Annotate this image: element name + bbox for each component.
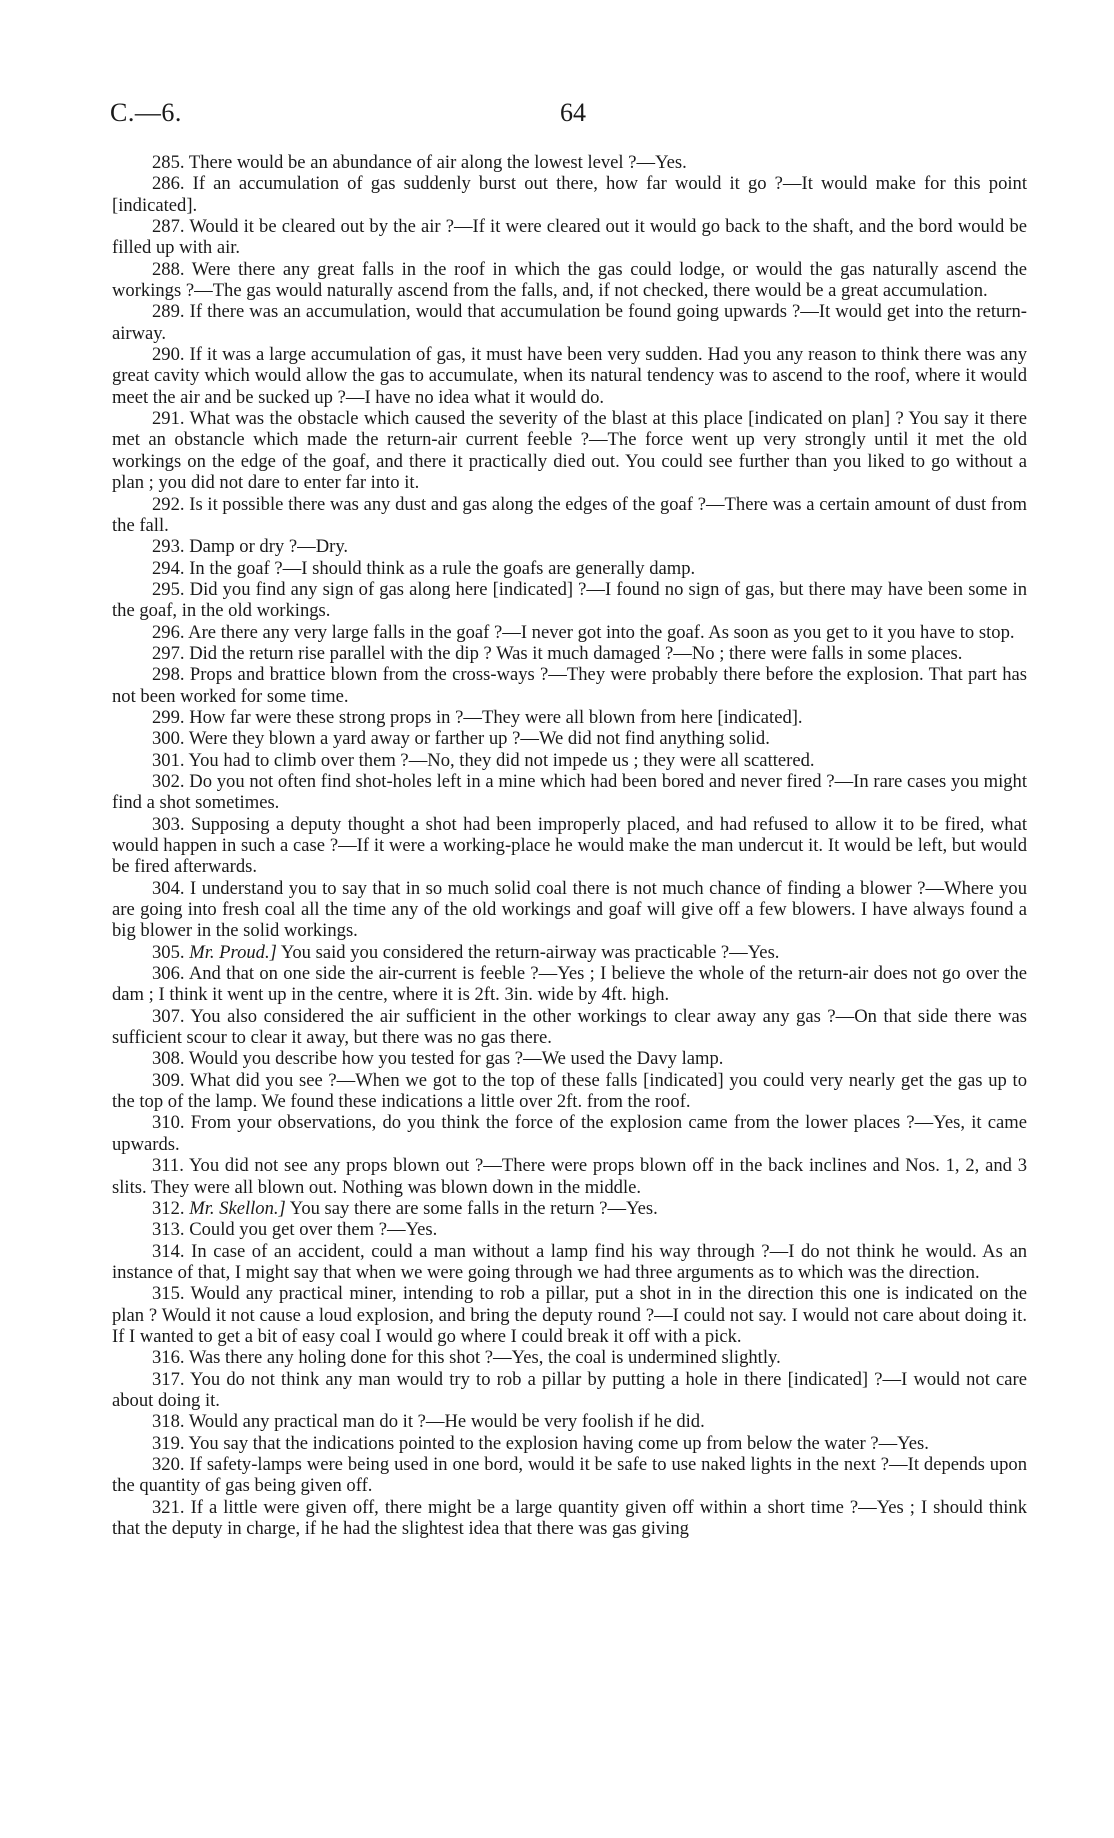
testimony-entry xyxy=(112,942,1027,963)
question-number: 300. xyxy=(152,728,185,750)
question-number: 321. xyxy=(152,1496,185,1518)
testimony-entry xyxy=(112,1112,1027,1155)
testimony-entry xyxy=(112,1006,1027,1049)
question-answer-text: Could you get over them ?—Yes. xyxy=(189,1219,438,1241)
examiner-name: Mr. Proud.] xyxy=(189,941,277,963)
question-answer-text: From your observations, do you think the force of the explosion came from the lower places ?—Yes, it came upwards. xyxy=(112,1112,1027,1155)
question-number: 289. xyxy=(152,301,185,323)
question-number: 292. xyxy=(152,493,185,515)
question-answer-text: Would any practical man do it ?—He would be very foolish if he did. xyxy=(188,1411,705,1433)
question-answer-text: What did you see ?—When we got to the top of these falls [indicated] you could very nearly get the gas up to the top of the lamp. We found these indications a little over 2ft. from the roof. xyxy=(112,1069,1028,1113)
question-number: 310. xyxy=(152,1112,185,1134)
question-number: 308. xyxy=(152,1048,185,1070)
page-number: 64 xyxy=(560,98,586,127)
question-answer-text: You say there are some falls in the return ?—Yes. xyxy=(289,1197,658,1219)
question-answer-text: And that on one side the air-current is feeble ?—Yes ; I believe the whole of the return-air does not go over the dam ; I think it went up in the centre, where it is 2ft. 3in. wide by 4ft. high. xyxy=(112,963,1027,1006)
testimony-entry xyxy=(112,173,1027,216)
question-answer-text: How far were these strong props in ?—They were all blown from here [indicated]. xyxy=(189,706,803,728)
question-number: 295. xyxy=(152,578,185,600)
question-number: 304. xyxy=(152,877,185,899)
question-number: 306. xyxy=(152,963,185,985)
question-answer-text: Do you not often find shot-holes left in a mine which had been bored and never fired ?—In rare cases you might find a shot sometimes. xyxy=(112,770,1027,814)
question-number: 288. xyxy=(152,258,185,280)
testimony-entry xyxy=(112,1283,1027,1347)
testimony-entry xyxy=(112,1454,1027,1497)
question-number: 303. xyxy=(152,813,185,835)
testimony-entry xyxy=(112,536,1027,557)
testimony-entry xyxy=(112,1048,1027,1069)
question-number: 314. xyxy=(152,1240,185,1262)
question-answer-text: If an accumulation of gas suddenly burst out there, how far would it go ?—It would make for this point [indicated]. xyxy=(112,173,1027,216)
examiner-name: Mr. Skellon.] xyxy=(189,1197,286,1219)
question-answer-text: What was the obstacle which caused the severity of the blast at this place [indicated on plan] ? You say it there met an obstancle which made the return-air current feeble ?—The force went up very strongly until it met the old workings on the edge of the goaf, and there it practically died out. You could see further than you liked to go without a plan ; you did not dare to enter far into it. xyxy=(112,408,1027,494)
question-number: 290. xyxy=(152,344,185,366)
question-answer-text: Would any practical miner, intending to rob a pillar, put a shot in in the direction this one is indicated on the plan ? Would it not cause a loud explosion, and bring the deputy round ?—I could not say. I would not care about doing it. If I wanted to get a bit of easy coal I would go where I could break it off with a pick. xyxy=(112,1283,1027,1347)
testimony-entry xyxy=(112,558,1027,579)
testimony-entry xyxy=(112,494,1027,537)
question-answer-text: If a little were given off, there might be a large quantity given off within a short time ?—Yes ; I should think that the deputy in charge, if he had the slightest idea that there was gas giving xyxy=(112,1496,1027,1539)
question-answer-text: Props and brattice blown from the cross-ways ?—They were probably there before the explosion. That part has not been worked for some time. xyxy=(112,664,1027,707)
question-number: 307. xyxy=(152,1005,185,1027)
question-answer-text: You say that the indications pointed to the explosion having come up from below the water ?—Yes. xyxy=(188,1432,929,1454)
question-answer-text: Was there any holing done for this shot ?—Yes, the coal is undermined slightly. xyxy=(188,1347,781,1369)
question-answer-text: Were they blown a yard away or farther up ?—We did not find anything solid. xyxy=(188,728,770,750)
question-number: 312. xyxy=(152,1197,185,1219)
testimony-entry xyxy=(112,152,1027,173)
question-answer-text: You also considered the air sufficient in the other workings to clear away any gas ?—On that side there was sufficient scour to clear it away, but there was no gas there. xyxy=(112,1005,1027,1049)
question-number: 318. xyxy=(152,1411,185,1433)
question-number: 302. xyxy=(152,770,185,792)
question-answer-text: In case of an accident, could a man without a lamp find his way through ?—I do not think he would. As an instance of that, I might say that when we were going through we had three arguments as to which was the direction. xyxy=(112,1240,1027,1283)
testimony-entry xyxy=(112,1369,1027,1412)
question-number: 291. xyxy=(152,408,185,430)
testimony-entry xyxy=(112,1219,1027,1240)
testimony-entry xyxy=(112,216,1027,259)
question-number: 311. xyxy=(152,1155,184,1177)
testimony-entry xyxy=(112,408,1027,493)
question-number: 309. xyxy=(152,1069,185,1091)
testimony-entry xyxy=(112,1433,1027,1454)
testimony-entry xyxy=(112,1347,1027,1368)
question-answer-text: Did the return rise parallel with the dip ? Was it much damaged ?—No ; there were falls in some places. xyxy=(189,642,963,664)
question-number: 285. xyxy=(152,152,185,173)
testimony-entry xyxy=(112,1070,1027,1113)
testimony-entry xyxy=(112,643,1027,664)
testimony-entry xyxy=(112,301,1027,344)
question-answer-text: I understand you to say that in so much solid coal there is not much chance of finding a blower ?—Where you are going into fresh coal all the time any of the old workings and goaf will give off a few blowers. I have always found a big blower in the solid workings. xyxy=(112,877,1027,942)
question-number: 298. xyxy=(152,664,185,686)
testimony-entry xyxy=(112,878,1027,942)
document-reference: C.—6. xyxy=(110,98,182,127)
testimony-entry xyxy=(112,814,1027,878)
question-number: 299. xyxy=(152,706,185,728)
testimony-entry xyxy=(112,750,1027,771)
question-number: 320. xyxy=(152,1453,185,1475)
testimony-entry xyxy=(112,622,1027,643)
question-answer-text: There would be an abundance of air along the lowest level ?—Yes. xyxy=(188,152,687,173)
question-answer-text: Did you find any sign of gas along here [indicated] ?—I found no sign of gas, but there may have been some in the goaf, in the old workings. xyxy=(112,578,1027,622)
testimony-entry xyxy=(112,1155,1027,1198)
question-answer-text: Were there any great falls in the roof in which the gas could lodge, or would the gas naturally ascend the workings ?—The gas would naturally ascend from the falls, and, if not checked, there would be a great accumulation. xyxy=(112,258,1027,302)
question-answer-text: Is it possible there was any dust and gas along the edges of the goaf ?—There was a certain amount of dust from the fall. xyxy=(112,493,1027,536)
question-number: 293. xyxy=(152,536,185,558)
question-answer-text: You do not think any man would try to rob a pillar by putting a hole in there [indicated] ?—I would not care about doing it. xyxy=(112,1368,1028,1411)
testimony-entry xyxy=(112,579,1027,622)
question-answer-text: Are there any very large falls in the goaf ?—I never got into the goaf. As soon as you get to it you have to stop. xyxy=(188,621,1015,643)
question-answer-text: Damp or dry ?—Dry. xyxy=(189,536,349,558)
question-answer-text: In the goaf ?—I should think as a rule the goafs are generally damp. xyxy=(189,557,696,579)
question-number: 297. xyxy=(152,642,185,664)
question-number: 313. xyxy=(152,1219,185,1241)
testimony-entry xyxy=(112,1411,1027,1432)
question-answer-text: Supposing a deputy thought a shot had been improperly placed, and had refused to allow it to be fired, what would happen in such a case ?—If it were a working-place he would make the man undercut it. It would be left, but would be fired afterwards. xyxy=(112,813,1028,878)
question-answer-text: If safety-lamps were being used in one bord, would it be safe to use naked lights in the next ?—It depends upon the quantity of gas being given off. xyxy=(112,1453,1027,1497)
question-number: 316. xyxy=(152,1347,185,1369)
question-number: 296. xyxy=(152,621,185,643)
testimony-entry xyxy=(112,259,1027,302)
question-answer-text: If there was an accumulation, would that accumulation be found going upwards ?—It would get into the return-airway. xyxy=(112,301,1027,344)
question-number: 319. xyxy=(152,1432,185,1454)
question-number: 301. xyxy=(152,749,185,771)
question-answer-text: Would it be cleared out by the air ?—If it were cleared out it would go back to the shaft, and the bord would be filled up with air. xyxy=(112,216,1027,259)
testimony-body xyxy=(112,152,1027,1539)
testimony-entry xyxy=(112,664,1027,707)
question-answer-text: You had to climb over them ?—No, they did not impede us ; they were all scattered. xyxy=(188,749,815,771)
question-answer-text: You said you considered the return-airway was practicable ?—Yes. xyxy=(280,941,780,963)
testimony-entry xyxy=(112,963,1027,1006)
testimony-entry xyxy=(112,1241,1027,1284)
testimony-entry xyxy=(112,1497,1027,1540)
question-number: 315. xyxy=(152,1283,185,1305)
question-answer-text: If it was a large accumulation of gas, it must have been very sudden. Had you any reason to think there was any great cavity which would allow the gas to accumulate, when its natural tendency was to ascend to the roof, where it would meet the air and be sucked up ?—I have no idea what it would do. xyxy=(112,344,1027,408)
testimony-entry xyxy=(112,1198,1027,1219)
question-number: 286. xyxy=(152,173,185,195)
testimony-entry xyxy=(112,771,1027,814)
testimony-entry xyxy=(112,707,1027,728)
question-number: 294. xyxy=(152,557,185,579)
testimony-entry xyxy=(112,728,1027,749)
question-number: 317. xyxy=(152,1368,185,1390)
question-number: 287. xyxy=(152,216,185,238)
question-answer-text: You did not see any props blown out ?—There were props blown off in the back inclines and Nos. 1, 2, and 3 slits. They were all blown out. Nothing was blown down in the middle. xyxy=(112,1155,1027,1198)
question-number: 305. xyxy=(152,941,185,963)
testimony-entry xyxy=(112,344,1027,408)
question-answer-text: Would you describe how you tested for gas ?—We used the Davy lamp. xyxy=(188,1048,724,1070)
